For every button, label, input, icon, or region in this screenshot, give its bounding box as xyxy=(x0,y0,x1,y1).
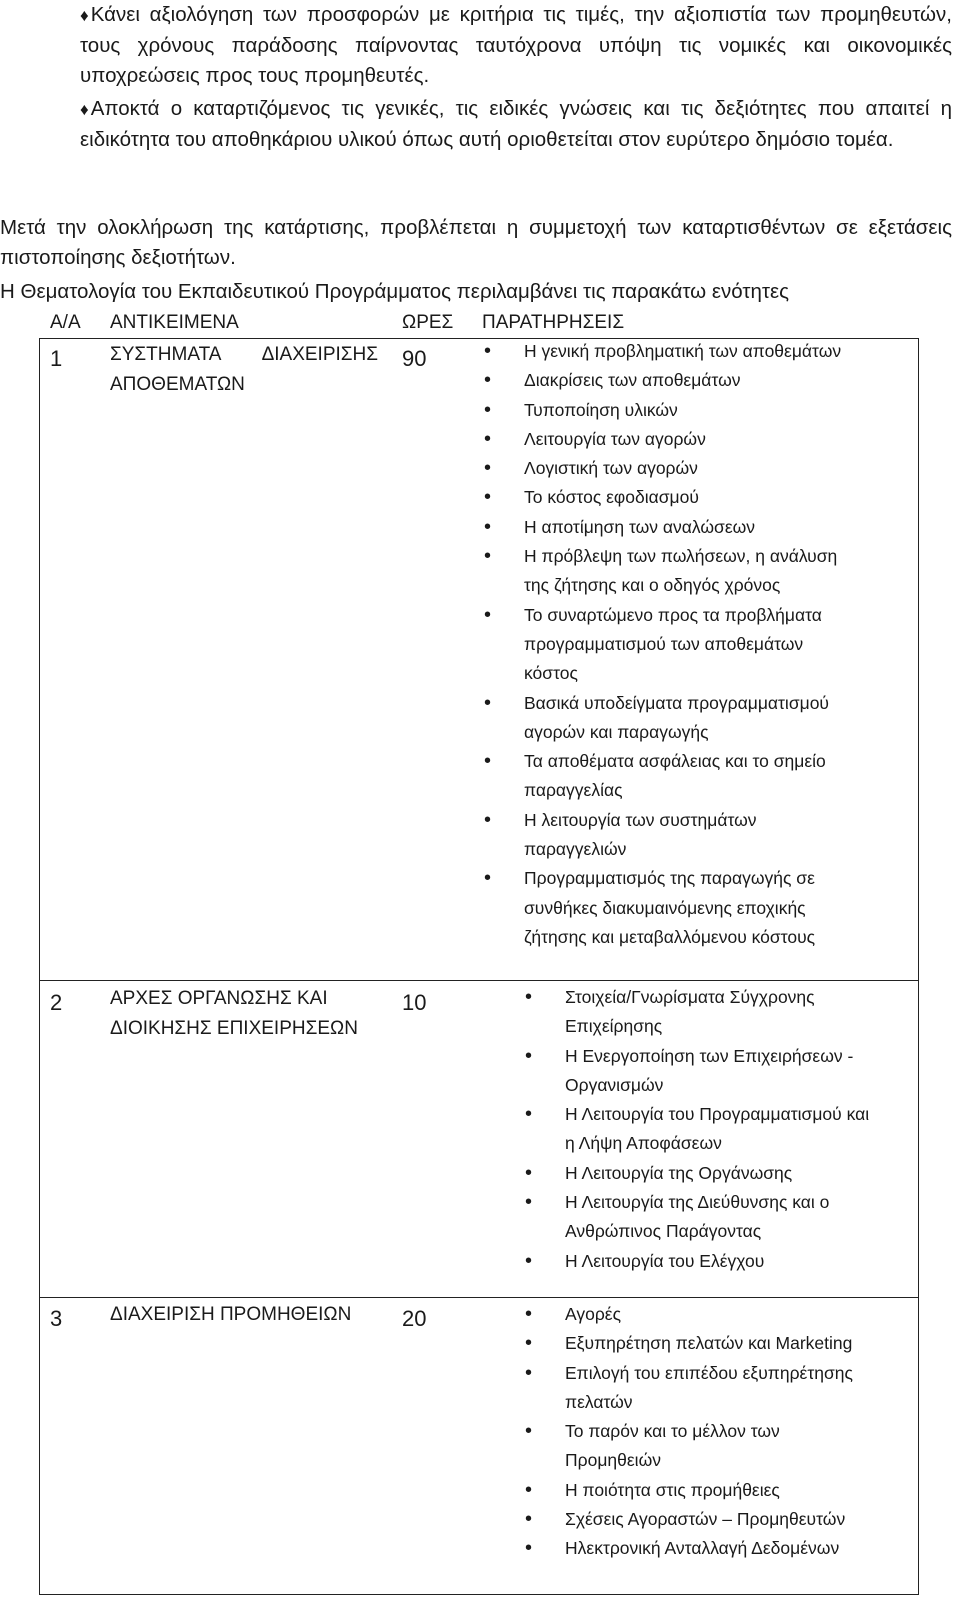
list-item: • Λειτουργία των αγορών xyxy=(524,425,874,454)
list-item: • Η Λειτουργία της Οργάνωσης xyxy=(565,1159,885,1188)
list-item: • Επιλογή του επιπέδου εξυπηρέτησης πελατών xyxy=(565,1359,880,1418)
header-notes: ΠΑΡΑΤΗΡΗΣΕΙΣ xyxy=(482,312,625,333)
list-item: • Ηλεκτρονική Ανταλλαγή Δεδομένων xyxy=(565,1534,885,1563)
list-item: • Η γενική προβληματική των αποθεμάτων xyxy=(524,337,874,366)
row-1-number: 1 xyxy=(50,346,63,371)
row-2-subject-line2: ΔΙΟΙΚΗΣΗΣ ΕΠΙΧΕΙΡΗΣΕΩΝ xyxy=(110,1018,358,1039)
row-3-subject: ΔΙΑΧΕΙΡΙΣΗ ΠΡΟΜΗΘΕΙΩΝ xyxy=(110,1304,352,1325)
row-1-subject-line2: ΑΠΟΘΕΜΑΤΩΝ xyxy=(110,374,245,395)
row-divider xyxy=(39,980,919,981)
header-aa: Α/Α xyxy=(50,312,81,333)
row-1-subject xyxy=(110,340,378,400)
diamond-bullet-icon: ♦ xyxy=(80,6,89,25)
list-item: • Βασικά υποδείγματα προγραμματισμού αγορών και παραγωγής xyxy=(524,689,864,748)
list-item: • Στοιχεία/Γνωρίσματα Σύγχρονης Επιχείρησης xyxy=(565,983,845,1042)
paragraph-certification: Μετά την ολοκλήρωση της κατάρτισης, προβλέπεται η συμμετοχή των καταρτισθέντων σε εξετάσεις πιστοποίησης δεξιοτήτων. xyxy=(0,216,952,269)
diamond-bullet-icon: ♦ xyxy=(80,100,89,119)
row-1-subject-line1 xyxy=(110,340,378,370)
row-2-notes xyxy=(565,983,885,1276)
paragraph-skills-text: Αποκτά ο καταρτιζόμενος τις γενικές, τις ειδικές γνώσεις και τις δεξιότητες που απαιτεί η ειδικότητα του αποθηκάριου υλικού όπως αυτή οριοθετείται στον ευρύτερο δημόσιο τομέα. xyxy=(80,97,952,151)
row-2-number: 2 xyxy=(50,990,63,1015)
list-item: • Εξυπηρέτηση πελατών και Marketing xyxy=(565,1329,885,1358)
list-item: • Διακρίσεις των αποθεμάτων xyxy=(524,366,874,395)
header-hours: ΩΡΕΣ xyxy=(402,312,454,333)
list-item: • Η λειτουργία των συστημάτων παραγγελιών xyxy=(524,806,794,865)
row-2-hours: 10 xyxy=(402,990,427,1015)
list-item: • Η ποιότητα στις προμήθειες xyxy=(565,1476,885,1505)
list-item: • Η Λειτουργία του Ελέγχου xyxy=(565,1247,885,1276)
list-item: • Η Λειτουργία του Προγραμματισμού και η Λήψη Αποφάσεων xyxy=(565,1100,880,1159)
paragraph-evaluation xyxy=(80,0,952,91)
table-header xyxy=(12,308,918,338)
row-3-notes xyxy=(565,1300,885,1564)
list-item: • Η αποτίμηση των αναλώσεων xyxy=(524,513,874,542)
list-item: • Η πρόβλεψη των πωλήσεων, η ανάλυση της ζήτησης και ο οδηγός χρόνος xyxy=(524,542,864,601)
row-1-hours: 90 xyxy=(402,346,427,371)
list-item: • Το παρόν και το μέλλον των Προμηθειών xyxy=(565,1417,805,1476)
paragraph-evaluation-text: Κάνει αξιολόγηση των προσφορών με κριτήρια τις τιμές, την αξιοπιστία των προμηθευτών, τους χρόνους παράδοσης παίρνοντας ταυτόχρονα υπόψη τις νομικές και οικονομικές υποχρεώσεις προς τους προμηθευτές. xyxy=(80,3,952,87)
row-2-subject xyxy=(110,984,370,1044)
list-item: • Αγορές xyxy=(565,1300,885,1329)
list-item: • Η Ενεργοποίηση των Επιχειρήσεων - Οργανισμών xyxy=(565,1042,875,1101)
list-item: • Το συναρτώμενο προς τα προβλήματα προγραμματισμού των αποθεμάτων κόστος xyxy=(524,601,824,689)
row-1-subject-word1: ΣΥΣΤΗΜΑΤΑ xyxy=(110,344,221,365)
list-item: • Το κόστος εφοδιασμού xyxy=(524,483,874,512)
list-item: • Τα αποθέματα ασφάλειας και το σημείο παραγγελίας xyxy=(524,747,864,806)
row-divider xyxy=(39,1297,919,1298)
list-item: • Σχέσεις Αγοραστών – Προμηθευτών xyxy=(565,1505,885,1534)
list-item: • Τυποποίηση υλικών xyxy=(524,396,874,425)
paragraph-skills xyxy=(80,94,952,155)
row-3-hours: 20 xyxy=(402,1306,427,1331)
list-item: • Λογιστική των αγορών xyxy=(524,454,874,483)
topics-intro: Η Θεματολογία του Εκπαιδευτικού Προγράμματος περιλαμβάνει τις παρακάτω ενότητες xyxy=(0,280,789,303)
list-item: • Η Λειτουργία της Διεύθυνσης και ο Ανθρώπινος Παράγοντας xyxy=(565,1188,865,1247)
row-3-number: 3 xyxy=(50,1306,63,1331)
header-subjects: ΑΝΤΙΚΕΙΜΕΝΑ xyxy=(110,312,239,333)
row-1-notes xyxy=(524,337,874,952)
list-item: • Προγραμματισμός της παραγωγής σε συνθήκες διακυμαινόμενης εποχικής ζήτησης και μεταβαλλόμενου κόστους xyxy=(524,864,834,952)
row-2-subject-line1: ΑΡΧΕΣ ΟΡΓΑΝΩΣΗΣ ΚΑΙ xyxy=(110,988,328,1009)
row-1-subject-word2: ΔΙΑΧΕΙΡΙΣΗΣ xyxy=(261,344,378,365)
